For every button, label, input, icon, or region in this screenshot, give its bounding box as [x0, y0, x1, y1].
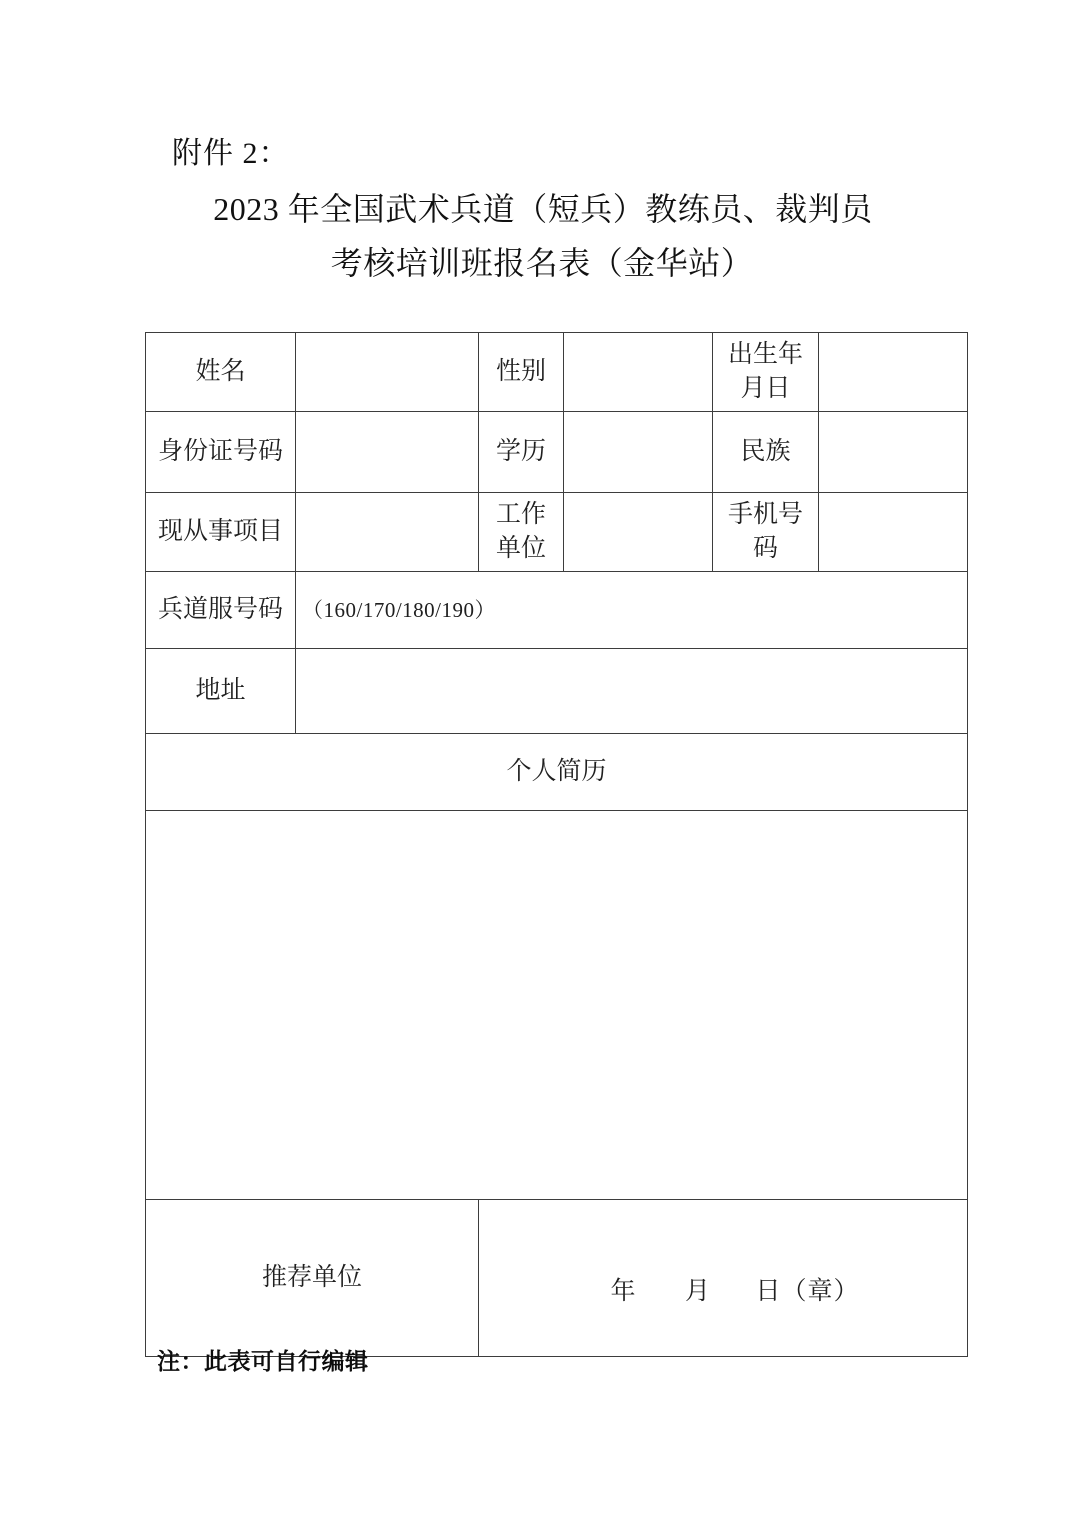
field-label-address: 地址 [146, 649, 296, 734]
date-month-label: 月 [684, 1278, 711, 1305]
field-input-education[interactable] [564, 412, 713, 493]
table-row [146, 811, 968, 1200]
field-input-address[interactable] [296, 649, 968, 734]
field-label-education: 学历 [479, 412, 564, 493]
table-row [146, 493, 968, 572]
section-header-resume: 个人简历 [146, 734, 968, 811]
date-day-seal-label: 日（章） [755, 1278, 860, 1305]
field-input-resume[interactable] [146, 811, 968, 1200]
field-label-work-unit: 工作单位 [479, 493, 564, 572]
field-input-recommending-unit-signature[interactable] [479, 1200, 968, 1357]
field-label-gender: 性别 [479, 333, 564, 412]
table-row [146, 649, 968, 734]
field-input-gender[interactable] [564, 333, 713, 412]
field-input-name[interactable] [296, 333, 479, 412]
field-label-recommending-unit: 推荐单位 [146, 1200, 479, 1357]
field-input-current-project[interactable] [296, 493, 479, 572]
registration-form-table [145, 332, 968, 1357]
field-input-uniform-size[interactable] [296, 572, 968, 649]
field-label-id-number: 身份证号码 [146, 412, 296, 493]
field-input-mobile-number[interactable] [819, 493, 968, 572]
table-row [146, 333, 968, 412]
field-input-birthdate[interactable] [819, 333, 968, 412]
attachment-label: 附件 2： [172, 137, 290, 170]
field-label-name: 姓名 [146, 333, 296, 412]
field-input-work-unit[interactable] [564, 493, 713, 572]
field-input-id-number[interactable] [296, 412, 479, 493]
table-row [146, 572, 968, 649]
field-label-ethnicity: 民族 [713, 412, 819, 493]
date-year-label: 年 [610, 1278, 637, 1305]
field-label-mobile-number: 手机号码 [713, 493, 819, 572]
table-row [146, 412, 968, 493]
page-title-line-2: 考核培训班报名表（金华站） [330, 245, 754, 281]
page-title [0, 182, 1080, 290]
field-label-uniform-size: 兵道服号码 [146, 572, 296, 649]
field-label-current-project: 现从事项目 [146, 493, 296, 572]
page-title-line-1: 2023 年全国武术兵道（短兵）教练员、裁判员 [213, 191, 873, 227]
signature-date-line [485, 1247, 961, 1309]
field-input-ethnicity[interactable] [819, 412, 968, 493]
footer-note: 注：此表可自行编辑 [157, 1349, 369, 1374]
table-row [146, 1200, 968, 1357]
table-row [146, 734, 968, 811]
uniform-size-options: （160/170/180/190） [302, 598, 497, 622]
field-label-birthdate: 出生年月日 [713, 333, 819, 412]
